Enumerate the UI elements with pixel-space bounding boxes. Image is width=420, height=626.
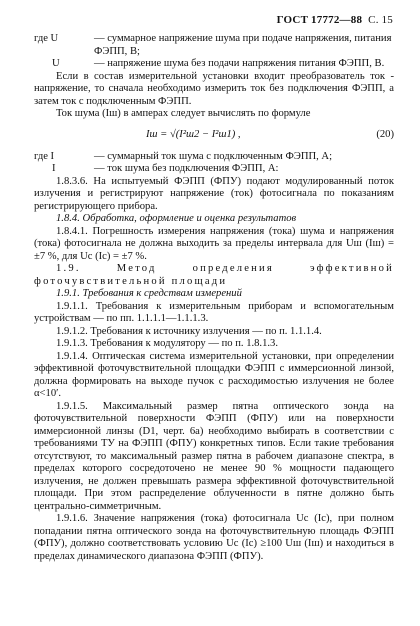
page-body: [34, 33, 394, 563]
formula-number: (20): [376, 128, 394, 140]
section-1-8-4: 1.8.4. Обработка, оформление и оценка результатов: [56, 213, 297, 224]
section-1-9-1-4: 1.9.1.4. Оптическая система измерительной установки, при определении эффективной фоточувствительной площадки ФЭПП с иммерсионной линзой, должна формировать на выходе пучок с расходимостью излучения не более α<10′.: [34, 350, 394, 399]
section-1-9-1-6: 1.9.1.6. Значение напряжения (тока) фотосигнала Uс (Iс), при полном попадании пятна оптического зонда на фоточувствительную площадь ФЭПП (ФПУ), должно соответствовать условию Uс (Iс) ≥100 Uш (Iш) и находиться в пределах динамического диапазона ФЭПП (ФПУ).: [34, 513, 394, 562]
paragraph-noise-current: Ток шума (Iш) в амперах следует вычислять по формуле: [56, 108, 311, 119]
formula-expression: Iш = √(I²ш2 − I²ш1) ,: [146, 128, 241, 140]
section-1-9-1-2: 1.9.1.2. Требования к источнику излучения — по п. 1.1.1.4.: [56, 325, 322, 337]
standard-number: ГОСТ 17772—88: [276, 14, 363, 26]
page-header: [277, 14, 393, 27]
section-1-9: 1.9. Метод определения эффективной фоточувствительной площади: [34, 263, 394, 287]
paragraph-converter: Если в состав измерительной установки входит преобразователь ток - напряжение, то сначала необходимо измерить ток без подключения ФЭПП, а затем ток с подключенным ФЭПП.: [34, 70, 394, 107]
section-1-9-1: 1.9.1. Требования к средствам измерений: [56, 288, 242, 299]
page-number: С. 15: [368, 14, 393, 26]
section-1-9-1-5: 1.9.1.5. Максимальный размер пятна оптического зонда на фоточувствительной поверхности ФЭПП (ФПУ) или на поверхности иммерсионной линзы (D1, черт. 6а) необходимо выбирать в соответствии с требованиями ТУ на ФЭПП (ФПУ) конкретных типов. Если такие требования отсутствуют, то максимальный размер пятна в рабочем диапазоне спектра, в пределах которого сосредоточено не менее 90 % мощности падающего излучения, не должен превышать размера эффективной фоточувствительной площади. При этом распределение облученности в пятне должно быть центрально-симметричным.: [34, 400, 394, 512]
definition-i-sh2: где I — суммарный ток шума с подключенным ФЭПП, А;: [34, 150, 333, 162]
section-1-8-3-6: 1.8.3.6. На испытуемый ФЭПП (ФПУ) подают модулированный поток излучения и регистрируют напряжение (ток) фотосигнала по показаниям регистрирующего прибора.: [34, 175, 394, 212]
section-1-9-1-3: 1.9.1.3. Требования к модулятору — по п. 1.8.1.3.: [56, 338, 278, 349]
formula-20: [34, 123, 394, 149]
section-1-8-4-1: 1.8.4.1. Погрешность измерения напряжения (тока) шума и напряжения (тока) фотосигнала не должна выходить за пределы интервала для Uш (Iш) = ±7 %, для Uс (Iс) = ±7 %.: [34, 225, 394, 262]
definition-u-sh1: U — напряжение шума без подачи напряжения питания ФЭПП, В.: [52, 58, 385, 69]
section-1-9-1-1: 1.9.1.1. Требования к измерительным приборам и вспомогательным устройствам — по пп. 1.1.1.1—1.1.1.3.: [34, 300, 394, 324]
definition-u-sh2: где U — суммарное напряжение шума при подаче напряжения, питания ФЭПП, В;: [34, 33, 392, 57]
definition-i-sh1: I — ток шума без подключения ФЭПП, А:: [52, 163, 279, 174]
